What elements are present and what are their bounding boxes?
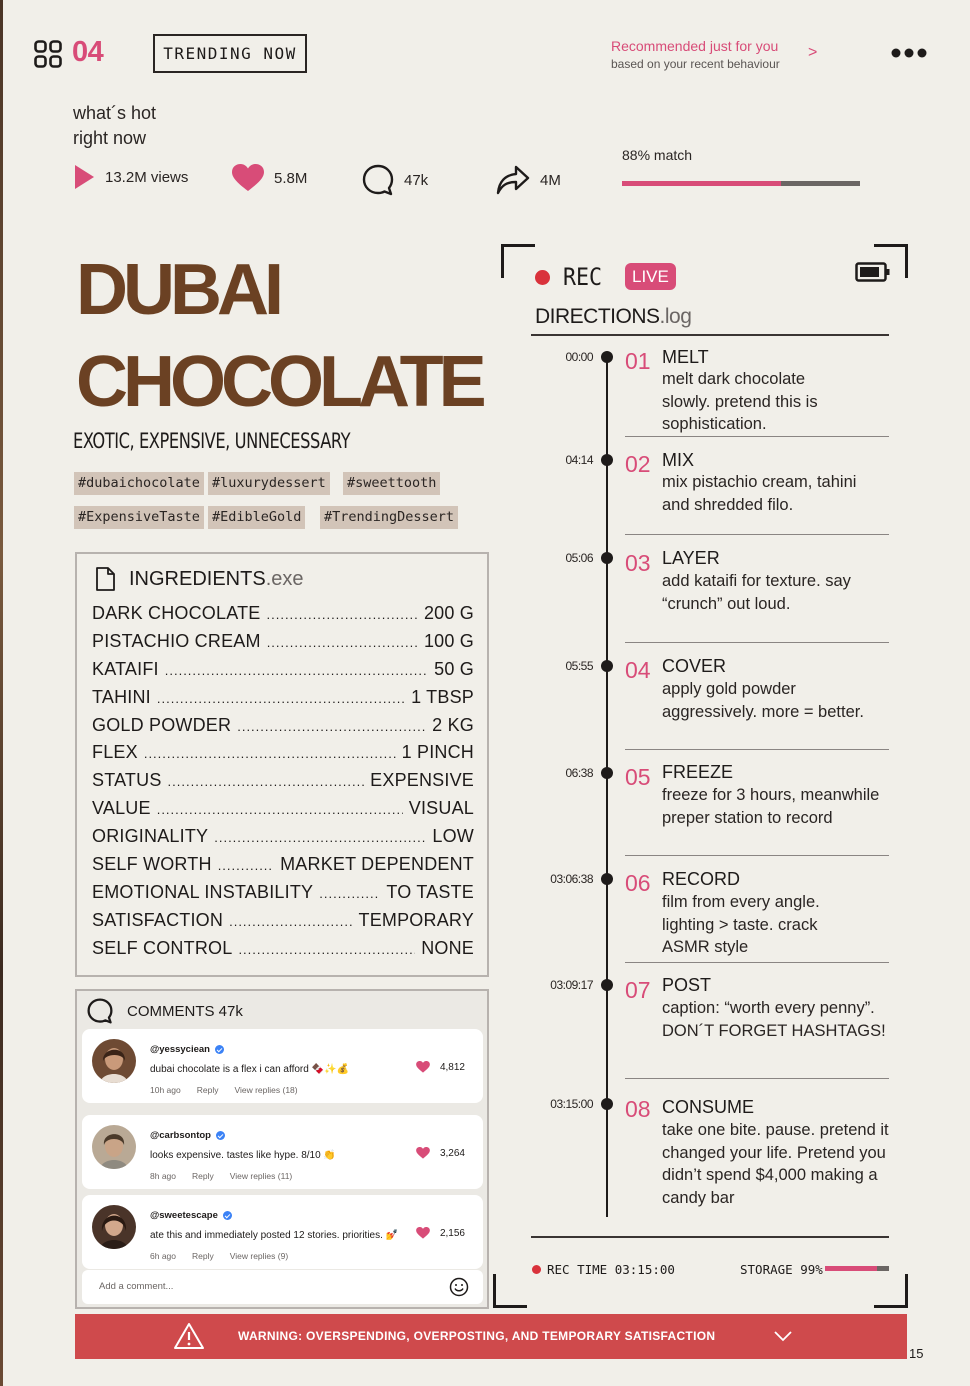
match-progress-fill — [622, 181, 781, 186]
emoji-icon[interactable] — [449, 1277, 469, 1297]
match-label: 88% match — [622, 147, 693, 163]
reply-link[interactable]: Reply — [192, 1251, 214, 1261]
step-number: 05 — [625, 764, 651, 790]
ingredient-name: SELF CONTROL — [92, 937, 233, 958]
comments-count: 47k — [404, 171, 429, 189]
hashtag[interactable]: #EdibleGold — [208, 506, 305, 529]
ingredient-value: 200 G — [423, 603, 474, 623]
more-dots-icon[interactable] — [891, 47, 927, 59]
divider — [531, 1236, 889, 1238]
ingredient-row — [92, 603, 474, 631]
tagline — [73, 101, 156, 151]
step-description: freeze for 3 hours, meanwhile preper station to record — [662, 786, 880, 827]
battery-icon — [855, 262, 891, 282]
verified-icon — [223, 1211, 232, 1220]
warning-text: WARNING: OVERSPENDING, OVERPOSTING, AND TEMPORARY SATISFACTION — [238, 1329, 716, 1343]
likes-count: 5.8M — [274, 169, 308, 187]
step-name: LAYER — [662, 548, 720, 568]
ingredient-value: 1 TBSP — [411, 686, 474, 707]
divider — [625, 749, 889, 750]
ingredient-row — [92, 687, 474, 715]
step-time: 03:15:00 — [550, 1097, 593, 1111]
comment-meta — [150, 1171, 292, 1181]
ingredient-name: STATUS — [92, 770, 162, 791]
ingredients-title: INGREDIENTS — [129, 567, 266, 590]
ingredient-row — [92, 742, 474, 770]
step-name: POST — [662, 975, 712, 995]
step-time: 06:38 — [565, 766, 593, 780]
step-description: add kataifi for texture. say “crunch” out loud. — [662, 572, 851, 613]
divider — [625, 962, 889, 963]
hashtag[interactable]: #dubaichocolate — [74, 472, 204, 495]
ingredient-name: SATISFACTION — [92, 909, 224, 930]
ingredient-value: VISUAL — [408, 798, 474, 819]
leader-dots — [267, 635, 418, 650]
divider — [625, 855, 889, 856]
reply-link[interactable]: Reply — [192, 1171, 214, 1181]
timeline-dot — [601, 552, 613, 564]
comment-text: looks expensive. tastes like hype. 8/10 👏 — [150, 1150, 336, 1161]
divider — [625, 534, 889, 535]
heart-icon — [416, 1147, 430, 1159]
live-badge: LIVE — [625, 263, 676, 290]
step-time: 03:09:17 — [550, 978, 593, 992]
leader-dots — [218, 858, 274, 873]
shares-stat[interactable] — [496, 164, 561, 196]
ingredient-row — [92, 659, 474, 687]
ingredients-list — [92, 603, 474, 966]
play-icon — [73, 164, 95, 190]
views-stat[interactable] — [73, 164, 188, 190]
hashtag[interactable]: #ExpensiveTaste — [74, 506, 204, 529]
recommended-title[interactable]: Recommended just for you — [611, 38, 779, 54]
ingredient-row — [92, 910, 474, 938]
step-number: 06 — [625, 870, 651, 896]
timeline-dot — [601, 454, 613, 466]
chevron-down-icon[interactable] — [772, 1325, 794, 1347]
view-replies-link[interactable]: View replies (9) — [229, 1251, 289, 1261]
step-number: 02 — [625, 451, 651, 477]
timeline-dot — [601, 873, 613, 885]
comment-username[interactable]: @sweetescape — [150, 1210, 232, 1221]
ingredient-row — [92, 938, 474, 966]
leader-dots — [165, 663, 428, 678]
file-icon — [95, 567, 115, 591]
step-name: RECORD — [662, 869, 741, 889]
divider — [625, 642, 889, 643]
timeline-dot — [601, 351, 613, 363]
rec-indicator-dot — [532, 1265, 541, 1274]
comment-like[interactable] — [416, 1147, 465, 1159]
ingredient-name: VALUE — [92, 798, 151, 819]
step-number: 03 — [625, 550, 651, 576]
ingredient-row — [92, 715, 474, 743]
leader-dots — [157, 691, 405, 706]
divider — [625, 436, 889, 437]
directions-heading — [535, 305, 691, 329]
ingredients-heading — [95, 567, 304, 591]
tagline-line-2: right now — [73, 128, 147, 148]
ingredient-name: ORIGINALITY — [92, 826, 209, 847]
views-count: 13.2M views — [105, 168, 189, 186]
step-name: MIX — [662, 450, 695, 470]
hashtag[interactable]: #sweettooth — [343, 472, 440, 495]
add-comment-placeholder: Add a comment... — [99, 1281, 174, 1292]
ingredients-panel — [75, 552, 489, 977]
step-number: 07 — [625, 977, 651, 1003]
directions-title-ext: .log — [659, 305, 692, 328]
likes-stat[interactable] — [232, 164, 307, 192]
like-count: 4,812 — [439, 1061, 465, 1073]
divider — [531, 334, 889, 336]
warning-icon — [173, 1322, 205, 1350]
comments-stat[interactable] — [362, 164, 428, 196]
avatar[interactable] — [92, 1125, 136, 1169]
step-description: mix pistachio cream, tahini and shredded filo. — [662, 473, 857, 514]
ingredient-name: EMOTIONAL INSTABILITY — [92, 881, 314, 902]
ingredient-value: 50 G — [434, 658, 474, 679]
comment-like[interactable] — [416, 1061, 465, 1073]
like-count: 3,264 — [439, 1147, 465, 1159]
leader-dots — [214, 830, 426, 845]
comment-text: ate this and immediately posted 12 stories. priorities. 💅 — [150, 1230, 399, 1241]
comment-meta — [150, 1251, 288, 1261]
section-tag: TRENDING NOW — [153, 34, 307, 73]
step-time: 05:55 — [565, 659, 593, 673]
storage-bar — [825, 1266, 889, 1271]
page-number: 15 — [909, 1346, 924, 1361]
step-number: 01 — [625, 348, 651, 374]
chevron-right-icon[interactable]: > — [808, 44, 818, 61]
ingredient-value: TO TASTE — [386, 881, 474, 902]
ingredient-row — [92, 770, 474, 798]
ingredient-value: NONE — [421, 937, 474, 958]
viewfinder-corner — [501, 244, 535, 278]
match-progress-bar — [622, 181, 860, 186]
tagline-line-1: what´s hot — [73, 103, 157, 123]
comment-card — [82, 1029, 483, 1103]
ingredient-row — [92, 882, 474, 910]
viewfinder-corner — [874, 1274, 908, 1308]
leader-dots — [319, 886, 380, 901]
ingredient-value: LOW — [432, 826, 474, 847]
step-time: 04:14 — [565, 453, 593, 467]
storage-label: STORAGE 99% — [740, 1262, 823, 1277]
comment-time: 6h ago — [150, 1251, 176, 1261]
warning-banner[interactable] — [75, 1314, 907, 1359]
step-time: 03:06:38 — [550, 872, 593, 886]
comment-card — [82, 1195, 483, 1269]
ingredient-name: FLEX — [92, 742, 138, 763]
timeline-line — [606, 355, 608, 1217]
storage-bar-fill — [825, 1266, 877, 1271]
ingredient-row — [92, 631, 474, 659]
avatar[interactable] — [92, 1205, 136, 1249]
ingredient-value: TEMPORARY — [358, 909, 474, 930]
ingredient-name: KATAIFI — [92, 658, 159, 679]
verified-icon — [215, 1045, 224, 1054]
timeline-dot — [601, 660, 613, 672]
directions-title: DIRECTIONS — [535, 305, 660, 328]
add-comment-input[interactable] — [82, 1270, 483, 1304]
ingredient-name: GOLD POWDER — [92, 714, 232, 735]
leader-dots — [229, 914, 352, 929]
heart-icon — [416, 1061, 430, 1073]
ingredients-title-ext: .exe — [265, 567, 304, 590]
ingredient-name: TAHINI — [92, 686, 151, 707]
rec-time: REC TIME 03:15:00 — [547, 1262, 675, 1277]
timeline-dot — [601, 767, 613, 779]
ingredient-value: EXPENSIVE — [370, 770, 474, 791]
leader-dots — [267, 607, 418, 622]
ingredient-value: 2 KG — [432, 714, 474, 735]
title-line-2: CHOCOLATE — [76, 342, 482, 422]
comments-heading — [87, 998, 243, 1024]
recommended-subtitle: based on your recent behaviour — [611, 57, 780, 71]
timeline-dot — [601, 1098, 613, 1110]
comment-username[interactable]: @carbsontop — [150, 1130, 225, 1141]
step-name: FREEZE — [662, 762, 734, 782]
heart-icon — [416, 1227, 430, 1239]
step-description: apply gold powder aggressively. more = better. — [662, 680, 864, 721]
comment-meta — [150, 1085, 298, 1095]
ingredient-row — [92, 798, 474, 826]
comment-like[interactable] — [416, 1227, 465, 1239]
title-line-1: DUBAI — [76, 250, 279, 330]
rec-label: REC — [563, 263, 603, 291]
step-description: caption: “worth every penny”. DON´T FORGET HASHTAGS! — [662, 999, 886, 1040]
like-count: 2,156 — [439, 1227, 465, 1239]
shares-count: 4M — [540, 171, 561, 189]
comment-time: 10h ago — [150, 1085, 181, 1095]
leader-dots — [157, 802, 403, 817]
ingredient-name: DARK CHOCOLATE — [92, 603, 261, 623]
ingredient-value: 100 G — [423, 630, 474, 651]
step-time: 00:00 — [565, 350, 593, 364]
ingredient-row — [92, 826, 474, 854]
ingredient-name: SELF WORTH — [92, 854, 212, 875]
share-icon — [496, 164, 530, 196]
comments-title: COMMENTS 47k — [127, 1002, 243, 1020]
grid-icon[interactable] — [34, 40, 62, 68]
view-replies-link[interactable]: View replies (11) — [229, 1171, 293, 1181]
rec-indicator-dot — [535, 270, 550, 285]
ingredient-value: 1 PINCH — [401, 742, 474, 763]
issue-number: 04 — [72, 36, 104, 68]
comment-card — [82, 1115, 483, 1189]
hashtag[interactable]: #TrendingDessert — [320, 506, 458, 529]
step-name: COVER — [662, 656, 727, 676]
avatar[interactable] — [92, 1039, 136, 1083]
view-replies-link[interactable]: View replies (18) — [234, 1085, 298, 1095]
step-number: 04 — [625, 657, 651, 683]
leader-dots — [168, 774, 365, 789]
leader-dots — [144, 746, 396, 761]
verified-icon — [216, 1131, 225, 1140]
ingredient-name: PISTACHIO CREAM — [92, 630, 261, 651]
step-name: MELT — [662, 347, 709, 367]
comments-panel — [75, 989, 489, 1309]
comment-text: dubai chocolate is a flex i can afford 🍫✨💰 — [150, 1064, 349, 1075]
hashtag[interactable]: #luxurydessert — [208, 472, 330, 495]
comment-bubble-icon — [362, 164, 394, 196]
page-edge — [0, 0, 3, 1386]
step-time: 05:06 — [565, 551, 593, 565]
ingredient-row — [92, 854, 474, 882]
timeline-dot — [601, 979, 613, 991]
comment-username[interactable]: @yessyciean — [150, 1044, 224, 1055]
ingredient-value: MARKET DEPENDENT — [280, 854, 474, 875]
comment-bubble-icon — [87, 998, 113, 1024]
comment-time: 8h ago — [150, 1171, 176, 1181]
divider — [625, 1078, 889, 1079]
heart-icon — [232, 164, 264, 192]
leader-dots — [238, 942, 415, 957]
step-description: melt dark chocolate slowly. pretend this is sophistication. — [662, 370, 818, 433]
viewfinder-corner — [493, 1274, 527, 1308]
step-description: film from every angle. lighting > taste. crack ASMR style — [662, 893, 820, 956]
step-description: take one bite. pause. pretend it changed your life. Pretend you didn’t spend $4,000 making a candy bar — [662, 1121, 889, 1207]
step-number: 08 — [625, 1096, 651, 1122]
leader-dots — [237, 719, 426, 734]
subtitle: EXOTIC, EXPENSIVE, UNNECESSARY — [73, 429, 351, 453]
reply-link[interactable]: Reply — [196, 1085, 219, 1095]
step-name: CONSUME — [662, 1097, 755, 1117]
